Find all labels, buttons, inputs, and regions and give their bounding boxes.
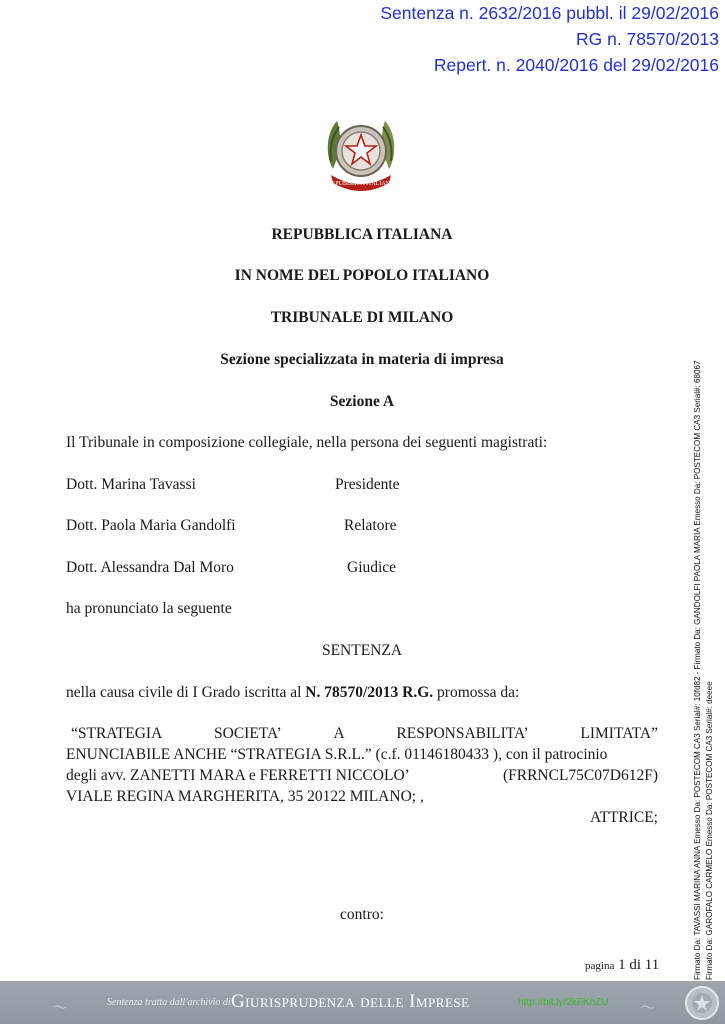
case-line <box>66 683 519 703</box>
italian-republic-emblem-icon <box>323 111 399 193</box>
party-word: LIMITATA” <box>580 725 658 742</box>
sentence-title: SENTENZA <box>321 642 403 659</box>
repertory-stamp: Repert. n. 2040/2016 del 29/02/2016 <box>433 55 719 75</box>
pronounced-line: ha pronunciato la seguente <box>66 600 232 617</box>
people-heading: IN NOME DEL POPOLO ITALIANO <box>234 267 490 284</box>
publication-stamp-line: Sentenza n. 2632/2016 pubbl. il 29/02/2016 <box>380 3 719 23</box>
footer-banner <box>0 981 725 1024</box>
case-suffix: promossa da: <box>433 684 520 701</box>
judge-name: Dott. Marina Tavassi <box>66 476 196 493</box>
digital-signature-line: Firmato Da: GAROFALO CARMELO Emesso Da: POSTECOM CA3 Serial#: deeee <box>705 681 714 980</box>
section-heading: Sezione specializzata in materia di impresa <box>220 351 504 368</box>
seal-icon <box>683 984 721 1022</box>
digital-signature-line: Firmato Da: TAVASSI MARINA ANNA Emesso Da: POSTECOM CA3 Serial#: 10fd82 - Firmato Da: GANDOLFI PAOLA MARIA Emesso Da: POSTECOM CA3 Serial#: 68067 <box>693 360 702 980</box>
swoosh-icon: 〜 <box>52 1000 69 1017</box>
brand-name: Giurisprudenza delle Imprese <box>231 991 470 1012</box>
page-of: di <box>629 957 641 973</box>
swoosh-icon: 〜 <box>640 1000 657 1017</box>
party-word: RESPONSABILITA’ <box>396 725 529 742</box>
republic-heading: REPUBBLICA ITALIANA <box>271 226 453 243</box>
lawyer-tax-code: (FRRNCL75C07D612F) <box>502 767 658 784</box>
against-line: contro: <box>340 906 384 923</box>
court-heading: TRIBUNALE DI MILANO <box>270 309 454 326</box>
case-number: N. 78570/2013 R.G. <box>305 684 434 701</box>
intro-paragraph: Il Tribunale in composizione collegiale, nella persona dei seguenti magistrati: <box>66 434 548 451</box>
party-details-line: ENUNCIABILE ANCHE “STRATEGIA S.R.L.” (c.f. 01146180433 ), con il patrocinio <box>66 746 608 763</box>
page-label: pagina <box>585 960 615 972</box>
subsection-heading: Sezione A <box>329 393 395 410</box>
judge-role: Presidente <box>335 476 400 493</box>
party-word: “STRATEGIA <box>71 725 163 742</box>
lawyers-names: degli avv. ZANETTI MARA e FERRETTI NICCOLO’ <box>66 767 410 784</box>
party-word: A <box>333 725 345 742</box>
case-prefix: nella causa civile di I Grado iscritta al <box>66 684 306 701</box>
judge-name: Dott. Paola Maria Gandolfi <box>66 517 236 534</box>
svg-text:REPUBBLICA ITALIANA: REPUBBLICA ITALIANA <box>327 181 395 187</box>
rg-number-stamp: RG n. 78570/2013 <box>575 29 719 49</box>
archive-text: Sentenza tratta dall'archivio di <box>107 997 231 1008</box>
party-address-line: VIALE REGINA MARGHERITA, 35 20122 MILANO; , <box>66 788 424 805</box>
party-word: SOCIETA’ <box>214 725 282 742</box>
judge-role: Relatore <box>344 517 397 534</box>
party-lawyers-line <box>66 766 658 786</box>
archive-link[interactable]: http://bit.ly/2kFKhZU <box>518 997 609 1008</box>
judge-role: Giudice <box>347 559 397 576</box>
party-name-line <box>66 724 658 744</box>
judge-name: Dott. Alessandra Dal Moro <box>66 559 234 576</box>
page-current: 1 <box>618 957 626 973</box>
page-counter <box>585 955 659 976</box>
page-total: 11 <box>644 957 660 973</box>
plaintiff-role: ATTRICE; <box>589 809 658 826</box>
